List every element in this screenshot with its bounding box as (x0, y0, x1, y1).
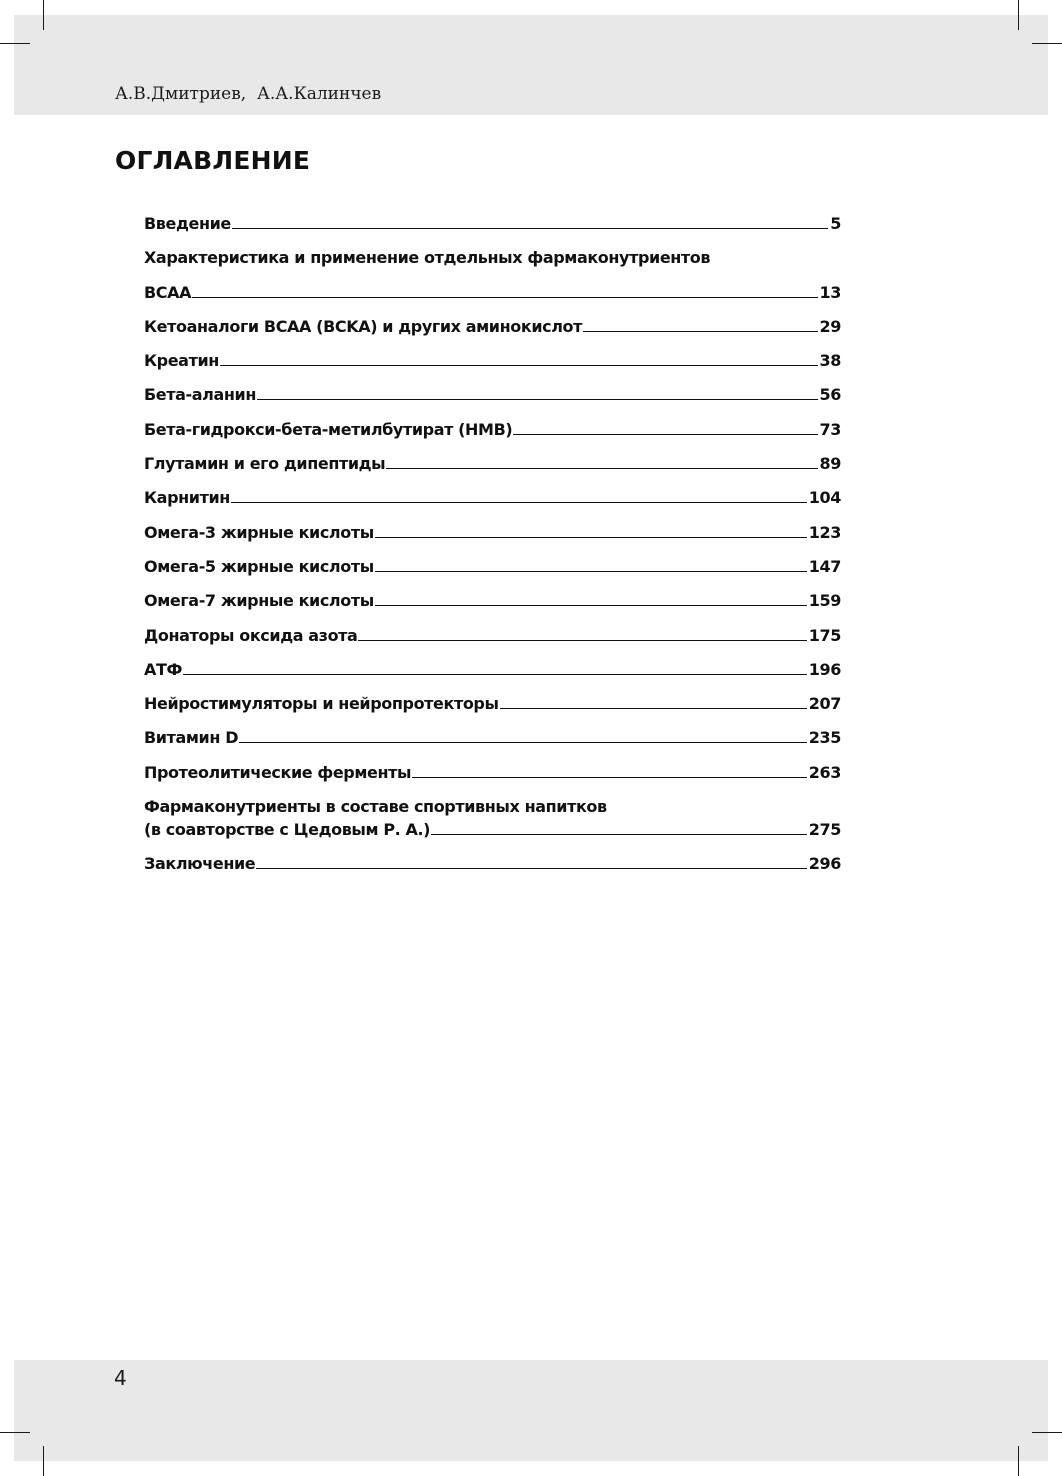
toc-entry-label: Глутамин и его дипептиды (144, 454, 386, 474)
crop-mark-top-right-v (1018, 0, 1019, 30)
toc-entry[interactable] (144, 758, 841, 792)
toc-page-number: 275 (808, 820, 841, 840)
toc-leader (183, 662, 807, 675)
toc-page-number: 38 (819, 351, 841, 371)
toc-entry[interactable] (144, 552, 841, 586)
toc-leader (375, 593, 807, 606)
toc-entry-label: Бета-гидрокси-бета-метилбутират (HMB) (144, 419, 513, 439)
crop-mark-bottom-left-v (43, 1446, 44, 1476)
crop-mark-top-right-h (1032, 43, 1062, 44)
toc-entry[interactable] (144, 312, 841, 346)
toc-page-number: 175 (808, 625, 841, 645)
toc-entry-label: Нейростимуляторы и нейропротекторы (144, 694, 499, 714)
crop-mark-bottom-right-v (1018, 1446, 1019, 1476)
toc-entry-label: Протеолитические ферменты (144, 762, 412, 782)
crop-mark-bottom-right-h (1032, 1432, 1062, 1433)
toc-entry-label: Кетоаналоги BCAA (BCKA) и других аминокислот (144, 316, 583, 336)
toc-page-number: 13 (819, 282, 841, 302)
toc-section-heading: Характеристика и применение отдельных фармаконутриентов (144, 248, 711, 268)
toc-page-number: 235 (808, 728, 841, 748)
toc-leader (220, 353, 818, 366)
toc-entry[interactable] (144, 415, 841, 449)
crop-mark-top-left-h (0, 43, 30, 44)
toc-page-number: 196 (808, 659, 841, 679)
toc-page-number: 89 (819, 454, 841, 474)
toc-entry-label: Заключение (144, 854, 256, 874)
toc-entry[interactable] (144, 346, 841, 380)
toc-leader (239, 730, 807, 743)
toc-entry-label: Креатин (144, 351, 219, 371)
toc-leader (375, 525, 807, 538)
toc-leader (412, 765, 807, 778)
toc-leader (375, 559, 807, 572)
toc-leader (583, 319, 818, 332)
toc-entry[interactable] (144, 689, 841, 723)
footer-band (14, 1360, 1048, 1461)
toc-page-number: 207 (808, 694, 841, 714)
toc-entry-label: Омега-3 жирные кислоты (144, 522, 374, 542)
page-title: ОГЛАВЛЕНИЕ (115, 146, 311, 175)
toc-entry[interactable] (144, 449, 841, 483)
crop-mark-bottom-left-h (0, 1432, 30, 1433)
toc-entry-label: АТФ (144, 659, 182, 679)
toc-page-number: 56 (819, 385, 841, 405)
toc-entry-label: Введение (144, 214, 231, 233)
toc-entry[interactable] (144, 278, 841, 312)
toc-leader (231, 490, 807, 503)
toc-page-number: 104 (808, 488, 841, 508)
toc-entry-drinks[interactable] (144, 792, 841, 849)
toc-entry-label: Омега-7 жирные кислоты (144, 591, 374, 611)
toc-leader (500, 696, 807, 709)
toc-entry-intro[interactable] (144, 209, 841, 243)
toc-entry[interactable] (144, 723, 841, 757)
toc-page-number: 296 (808, 854, 841, 874)
toc-entry[interactable] (144, 586, 841, 620)
toc-entry-label: Омега-5 жирные кислоты (144, 556, 374, 576)
toc-page-number: 159 (808, 591, 841, 611)
toc-entry-label: BCAA (144, 282, 192, 302)
toc-entry[interactable] (144, 483, 841, 517)
toc-page-number: 73 (819, 419, 841, 439)
toc-entry-label: Донаторы оксида азота (144, 625, 358, 645)
toc-entry-label-line2: (в соавторстве с Цедовым Р. А.) (144, 820, 431, 840)
toc-page-number: 147 (808, 556, 841, 576)
toc-entry-label: Витамин D (144, 728, 239, 748)
toc-entry[interactable] (144, 380, 841, 414)
toc-page-number: 29 (819, 316, 841, 336)
page-number: 4 (114, 1366, 127, 1390)
toc-entry[interactable] (144, 655, 841, 689)
toc-entry-label: Карнитин (144, 488, 230, 508)
running-head: А.В.Дмитриев, А.А.Калинчев (115, 84, 382, 104)
toc-leader (256, 856, 807, 869)
toc-page-number: 123 (808, 522, 841, 542)
toc-entry-conclusion[interactable] (144, 849, 841, 883)
toc-leader (192, 285, 817, 298)
table-of-contents (144, 209, 841, 883)
toc-leader (358, 628, 806, 641)
crop-mark-top-left-v (43, 0, 44, 30)
toc-leader (513, 422, 817, 435)
toc-page-number: 263 (808, 762, 841, 782)
toc-leader (386, 456, 817, 469)
toc-leader (232, 216, 828, 229)
toc-leader (431, 822, 807, 835)
toc-entry-label: Бета-аланин (144, 385, 256, 405)
toc-leader (257, 387, 818, 400)
toc-entry[interactable] (144, 518, 841, 552)
toc-entry-label-line1: Фармаконутриенты в составе спортивных напитков (144, 797, 607, 817)
toc-entry[interactable] (144, 621, 841, 655)
toc-page-number: 5 (830, 214, 841, 233)
